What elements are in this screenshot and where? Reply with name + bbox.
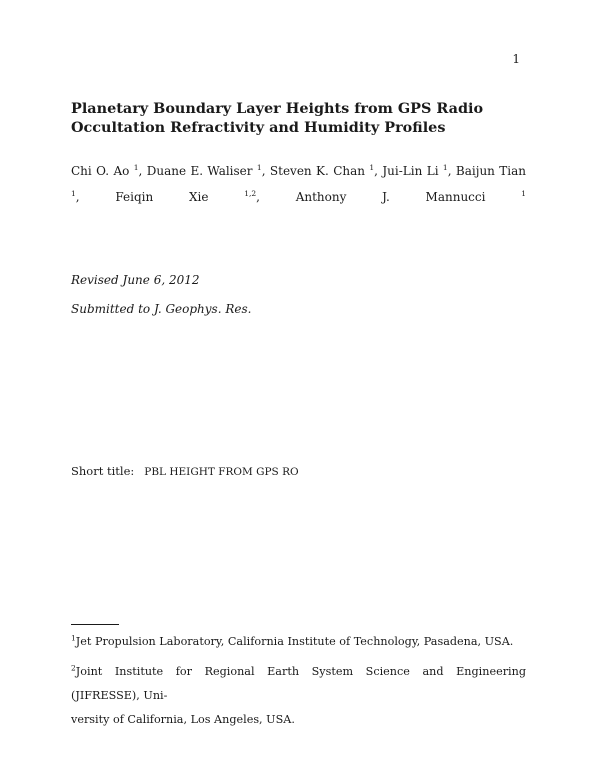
author-name: Duane E. Waliser [146,164,253,178]
author-name: Baijun Tian [455,164,526,178]
author-name: Steven K. Chan [269,164,365,178]
footnote-text: Jet Propulsion Laboratory, California Institute of Technology, Pasadena, USA. [75,635,514,648]
short-title-label: Short title: [71,464,135,478]
footnote-mark: 1 [71,633,76,643]
author-name: Jui-Lin Li [382,164,439,178]
title-line-1: Planetary Boundary Layer Heights from GPS Radio [71,100,484,117]
author-affiliation-mark: 1 [133,163,139,172]
author-name: Chi O. Ao [71,164,130,178]
revision-date: Revised June 6, 2012 [71,273,200,287]
author-name: Feiqin Xie [115,190,209,204]
author-list [71,158,526,210]
footnote-line [71,660,526,708]
author-affiliation-mark: 1 [369,163,375,172]
author-affiliation-mark: 1,2 [244,189,257,198]
footnote-affiliation-2 [71,660,526,732]
author-separator: , [256,190,296,204]
page-number: 1 [512,52,520,66]
author-separator: , [374,164,383,178]
author-separator: , [138,164,147,178]
author-separator: , [261,164,270,178]
footnote-rule [71,624,119,625]
footnote-text: Joint Institute for Regional Earth System Science and Engineering (JIFRESSE), Uni- [71,665,526,702]
paper-title [71,99,531,137]
short-title [71,464,299,478]
author-separator: , [75,190,116,204]
footnote-line: versity of California, Los Angeles, USA. [71,713,295,726]
author-affiliation-mark: 1 [256,163,262,172]
footnote-affiliation-1 [71,630,526,654]
title-line-2: Occultation Refractivity and Humidity Profiles [71,119,446,136]
submission-note: Submitted to J. Geophys. Res. [71,302,252,316]
author-affiliation-mark: 1 [521,189,526,198]
footnote-mark: 2 [71,663,76,673]
short-title-value: PBL HEIGHT FROM GPS RO [144,466,299,478]
author-name: Anthony J. Mannucci [295,190,486,204]
author-separator: , [447,164,456,178]
author-affiliation-mark: 1 [442,163,448,172]
author-affiliation-mark: 1 [71,189,76,198]
